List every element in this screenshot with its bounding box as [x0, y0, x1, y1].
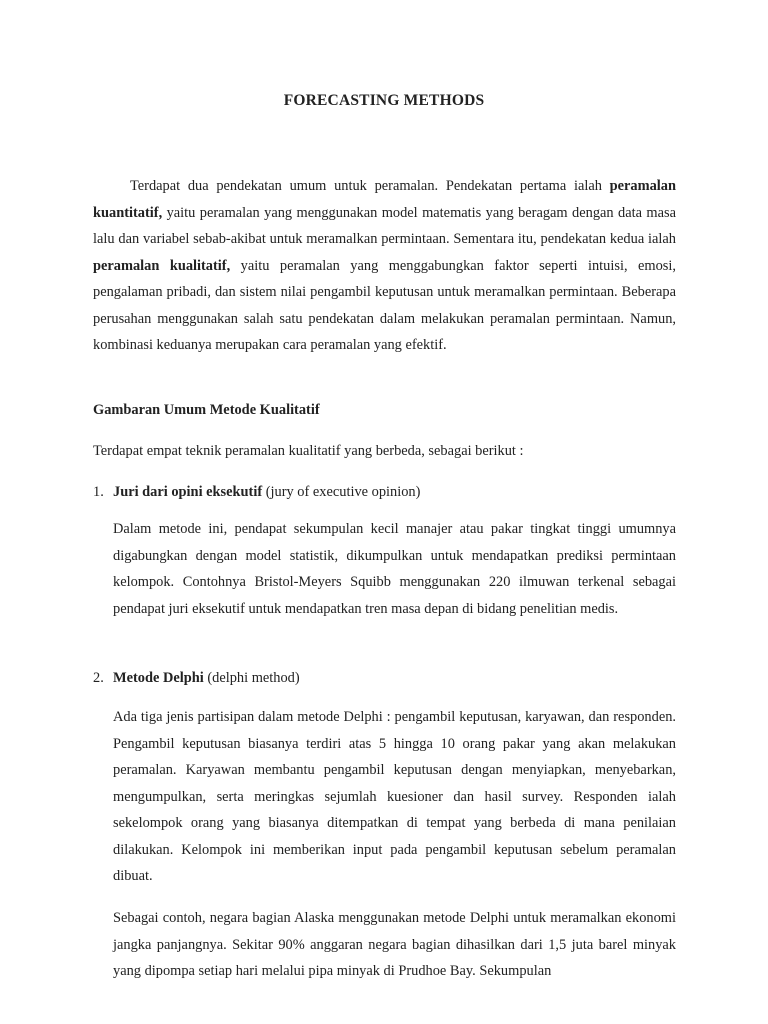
list-item-2-paragraph-2: Sebagai contoh, negara bagian Alaska menggunakan metode Delphi untuk meramalkan ekonomi jangka panjangnya. Sekitar 90% anggaran negara bagian dihasilkan dari 1,5 juta barel minyak yang dipompa setiap hari melalui pipa minyak di Prudhoe Bay. Sekumpulan	[113, 910, 676, 979]
list-item-2-heading	[93, 670, 300, 687]
page-title: FORECASTING METHODS	[283, 92, 485, 109]
list-item-1-subtitle: (jury of executive opinion)	[262, 484, 421, 500]
intro-paragraph	[93, 173, 676, 359]
intro-text-2: yaitu peramalan yang menggunakan model matematis yang beragam dengan data masa lalu dan variabel sebab-akibat untuk meramalkan permintaan. Sementara itu, pendekatan kedua ialah	[93, 204, 676, 247]
list-item-2-subtitle: (delphi method)	[203, 670, 300, 686]
list-item-1-heading	[93, 484, 420, 501]
list-item-1-paragraph: Dalam metode ini, pendapat sekumpulan kecil manajer atau pakar tingkat tinggi umumnya digabungkan dengan model statistik, dikumpulkan untuk mendapatkan prediksi permintaan kelompok. Contohnya Bristol-Meyers Squibb menggunakan 220 ilmuwan terkenal sebagai pendapat juri eksekutif untuk mendapatkan tren masa depan di bidang penelitian medis.	[113, 521, 676, 617]
list-item-2-paragraph-1: Ada tiga jenis partisipan dalam metode Delphi : pengambil keputusan, karyawan, dan responden. Pengambil keputusan biasanya terdiri atas 5 hingga 10 orang pakar yang akan melakukan peramalan. Karyawan membantu pengambil keputusan dengan menyiapkan, menyebarkan, mengumpulkan, serta meringkas sejumlah kuesioner dan hasil survey. Responden ialah sekelompok orang yang biasanya ditempatkan di tempat yang berbeda di mana penilaian dilakukan. Kelompok ini memberikan input pada pengambil keputusan sebelum peramalan dibuat.	[113, 709, 676, 884]
intro-bold-quantitative: peramalan kuantitatif,	[93, 178, 676, 221]
list-number-2: 2.	[93, 670, 104, 686]
intro-text-1: Terdapat dua pendekatan umum untuk peramalan. Pendekatan pertama ialah	[130, 178, 610, 194]
intro-bold-qualitative: peramalan kualitatif,	[93, 257, 231, 274]
section-intro: Terdapat empat teknik peramalan kualitatif yang berbeda, sebagai berikut :	[93, 443, 524, 459]
intro-text-3: yaitu peramalan yang menggabungkan faktor seperti intuisi, emosi, pengalaman pribadi, dan sistem nilai pengambil keputusan untuk meramalkan permintaan. Beberapa perusahan menggunakan salah satu pendekatan dalam melakukan peramalan permintaan. Namun, kombinasi keduanya merupakan cara peramalan yang efektif.	[93, 257, 676, 353]
list-item-1-title: Juri dari opini eksekutif	[113, 484, 263, 500]
list-number-1: 1.	[93, 484, 104, 500]
section-heading: Gambaran Umum Metode Kualitatif	[93, 402, 320, 418]
list-item-2-title: Metode Delphi	[113, 670, 204, 686]
